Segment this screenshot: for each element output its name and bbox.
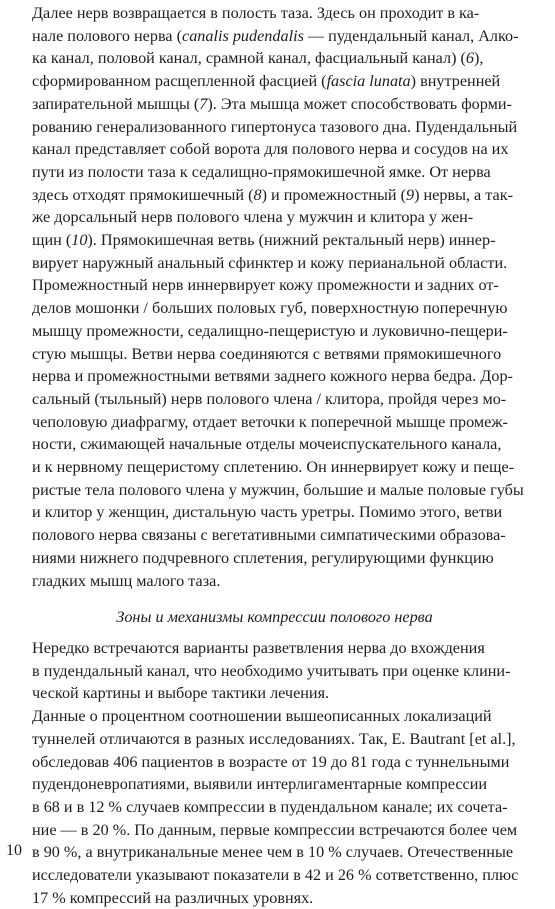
- text-line: же дорсальный нерв полового члена у мужчин и клитора у жен-: [32, 208, 474, 227]
- page-number: 10: [6, 842, 22, 859]
- text-line: и к нервному пещеристому сплетению. Он иннервирует кожу и пеще-: [32, 458, 515, 477]
- text-line: запирательной мышцы (7). Эта мышца может способствовать форми-: [32, 94, 512, 113]
- text-line: полового нерва связаны с вегетативными симпатическими образова-: [32, 526, 506, 545]
- text-line: в пудендальный канал, что необходимо учитывать при оценке клини-: [32, 661, 511, 680]
- paragraph-branching-variants: [6, 637, 543, 705]
- text-line: ка канал, половой канал, срамной канал, фасциальный канал) (6),: [32, 49, 484, 68]
- text-line: вирует наружный анальный сфинктер и кожу перианальной области.: [32, 253, 508, 272]
- text-line: делов мошонки / больших половых губ, поверхностную поперечную: [32, 299, 508, 318]
- text-line: мышцу промежности, седалищно-пещеристую и луковично-пещери-: [32, 321, 508, 340]
- text-line: стую мышцы. Ветви нерва соединяются с ветвями прямокишечного: [32, 344, 502, 363]
- latin-term: canalis pudendalis: [182, 26, 304, 45]
- text-line: туннелей отличаются в разных исследованиях. Так, E. Bautrant [et al.],: [32, 729, 516, 748]
- text-line: сформированном расщепленной фасцией (fascia lunata) внутренней: [32, 72, 501, 91]
- text-line: в 68 и в 12 % случаев компрессии в пудендальном канале; их сочета-: [32, 797, 508, 816]
- text-line: ности, сжимающей начальные отделы мочеиспускательного канала,: [32, 435, 502, 454]
- text-line: Промежностный нерв иннервирует кожу промежности и задних от-: [32, 276, 499, 295]
- text-line: здесь отходят прямокишечный (8) и промежностный (9) нервы, а так-: [32, 185, 513, 204]
- text-line: ристые тела полового члена у мужчин, большие и малые половые губы: [32, 480, 524, 499]
- text-line: сальный (тыльный) нерв полового члена / клитора, пройдя через мо-: [32, 389, 507, 408]
- text-line: ние — в 20 %. По данным, первые компрессии встречаются более чем: [32, 820, 518, 839]
- text-line: чеполовую диафрагму, отдает веточки к поперечной мышце промеж-: [32, 412, 508, 431]
- body-text: [6, 2, 543, 909]
- text-line: гладких мышц малого таза.: [32, 571, 221, 590]
- figure-ref: 7: [199, 94, 208, 113]
- text-line: исследователи указывают показатели в 42 и 26 % сответственно, плюс: [32, 866, 519, 885]
- text-line: рованию генерализованного гипертонуса тазового дна. Пудендальный: [32, 117, 518, 136]
- text-line: Данные о процентном соотношении вышеописанных локализаций: [32, 707, 492, 726]
- text-line: и клитор у женщин, дистальную часть уретры. Помимо этого, ветви: [32, 503, 503, 522]
- figure-ref: 9: [405, 185, 415, 204]
- latin-term: fascia lunata: [326, 72, 411, 91]
- figure-ref: 6: [465, 49, 474, 68]
- text-line: пути из полости таза к седалищно-прямокишечной ямке. От нерва: [32, 162, 491, 181]
- text-line: обследовав 406 пациентов в возрасте от 19 до 81 года с туннельными: [32, 752, 510, 771]
- text-line: щин (10). Прямокишечная ветвь (нижний ректальный нерв) иннер-: [32, 231, 496, 250]
- text-line: в 90 %, а внутриканальные менее чем в 10 % случаев. Отечественные: [32, 843, 514, 862]
- text-line: 17 % компрессий на различных уровнях.: [32, 888, 314, 907]
- text-line: Нередко встречаются варианты разветвления нерва до вхождения: [32, 638, 485, 657]
- figure-ref: 8: [253, 185, 262, 204]
- paragraph-pudendal-canal: [6, 2, 543, 592]
- text-line: Далее нерв возвращается в полость таза. Здесь он проходит в ка-: [32, 4, 480, 22]
- text-line: пудендоневропатиями, выявили интерлигаментарные компрессии: [32, 775, 488, 794]
- figure-ref: 10: [71, 231, 88, 250]
- paragraph-compression-statistics: [6, 705, 543, 909]
- section-heading: Зоны и механизмы компрессии полового нерва: [116, 608, 433, 627]
- text-line: канал представляет собой ворота для полового нерва и сосудов на их: [32, 140, 509, 159]
- text-line: ниями нижнего подчревного сплетения, регулирующими функцию: [32, 548, 494, 567]
- text-line: нерва и промежностными ветвями заднего кожного нерва бедра. Дор-: [32, 367, 513, 386]
- text-line: нале полового нерва (canalis pudendalis — пудендальный канал, Алко-: [32, 26, 519, 45]
- text-line: ческой картины и выборе тактики лечения.: [32, 684, 330, 703]
